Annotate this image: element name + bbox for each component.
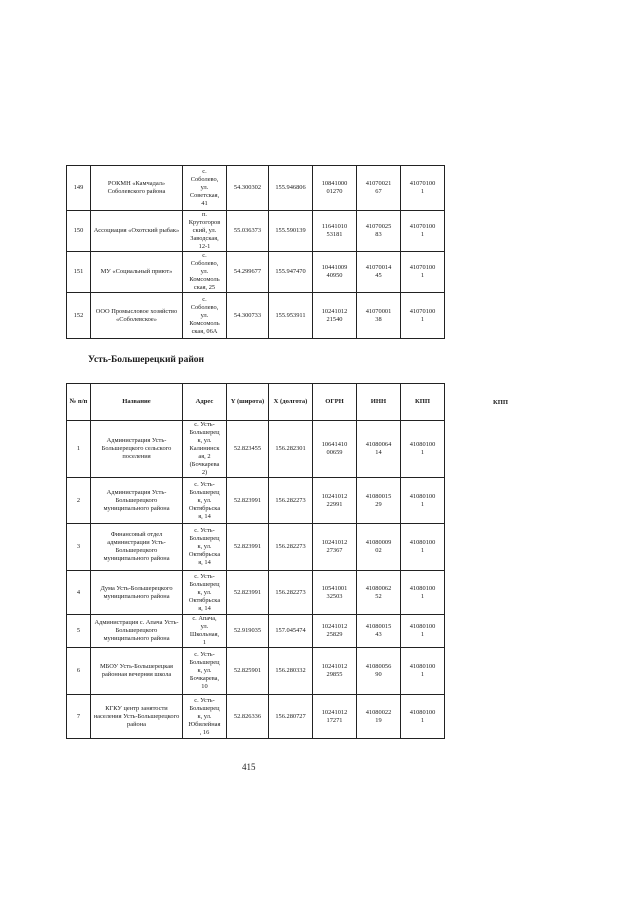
kpp: 41080100 1: [401, 478, 445, 524]
table-body: [67, 166, 445, 339]
ogrn: 10241012 22991: [313, 478, 357, 524]
row-number: 6: [67, 648, 91, 695]
inn: 41080009 02: [357, 524, 401, 571]
row-number: 151: [67, 252, 91, 293]
table-body: [67, 421, 445, 739]
latitude: 52.826336: [227, 695, 269, 739]
organizations-table-ust-bolsheretsk: [66, 383, 445, 739]
kpp: 41070100 1: [401, 252, 445, 293]
table-row: [67, 211, 445, 252]
table-row: [67, 571, 445, 615]
header-name: Название: [91, 384, 183, 421]
table-row: [67, 421, 445, 478]
table-row: [67, 293, 445, 339]
longitude: 155.953911: [269, 293, 313, 339]
longitude: 156.282273: [269, 478, 313, 524]
ogrn: 10241012 27367: [313, 524, 357, 571]
longitude: 156.280727: [269, 695, 313, 739]
inn: 41080022 19: [357, 695, 401, 739]
longitude: 155.946806: [269, 166, 313, 211]
row-number: 152: [67, 293, 91, 339]
kpp: 41080100 1: [401, 615, 445, 648]
header-longitude: X (долгота): [269, 384, 313, 421]
row-number: 4: [67, 571, 91, 615]
latitude: 52.823455: [227, 421, 269, 478]
ogrn: 10241012 29855: [313, 648, 357, 695]
table-row: [67, 478, 445, 524]
inn: 41080064 14: [357, 421, 401, 478]
table-row: [67, 695, 445, 739]
inn: 41080015 43: [357, 615, 401, 648]
header-ogrn: ОГРН: [313, 384, 357, 421]
kpp: 41070100 1: [401, 211, 445, 252]
latitude: 54.300302: [227, 166, 269, 211]
organization-name: МУ «Социальный приют»: [91, 252, 183, 293]
latitude: 54.300733: [227, 293, 269, 339]
table-row: [67, 166, 445, 211]
header-inn: ИНН: [357, 384, 401, 421]
address: с. Соболево, ул. Советская, 41: [183, 166, 227, 211]
row-number: 1: [67, 421, 91, 478]
section-title: Усть-Большерецкий район: [88, 355, 205, 365]
organization-name: Дума Усть-Большерецкого муниципального района: [91, 571, 183, 615]
inn: 41070021 67: [357, 166, 401, 211]
kpp: 41080100 1: [401, 695, 445, 739]
address: с. Соболево, ул. Комсомоль ская, 06А: [183, 293, 227, 339]
organization-name: Администрация с. Апача Усть-Большерецкого муниципального района: [91, 615, 183, 648]
kpp: 41080100 1: [401, 421, 445, 478]
ogrn: 10541001 32503: [313, 571, 357, 615]
ogrn: 10641410 00659: [313, 421, 357, 478]
kpp: 41070100 1: [401, 166, 445, 211]
table-row: [67, 615, 445, 648]
organizations-table-sobolevo: [66, 165, 445, 339]
longitude: 155.947470: [269, 252, 313, 293]
organization-name: КГКУ центр занятости населения Усть-Большерецкого района: [91, 695, 183, 739]
address: с. Усть- Большерец к, ул. Октябрьска я, 14: [183, 478, 227, 524]
row-number: 5: [67, 615, 91, 648]
organization-name: МБОУ Усть-Большерецкая районная вечерняя школа: [91, 648, 183, 695]
organization-name: Администрация Усть-Большерецкого сельского поселения: [91, 421, 183, 478]
longitude: 156.280332: [269, 648, 313, 695]
longitude: 155.590139: [269, 211, 313, 252]
row-number: 7: [67, 695, 91, 739]
address: с. Усть- Большерец к, ул. Калининск ая, 2 (Бочкарева 2): [183, 421, 227, 478]
latitude: 52.823991: [227, 571, 269, 615]
kpp: 41080100 1: [401, 571, 445, 615]
kpp: 41080100 1: [401, 648, 445, 695]
row-number: 149: [67, 166, 91, 211]
latitude: 52.919035: [227, 615, 269, 648]
kpp: 41070100 1: [401, 293, 445, 339]
ogrn: 10241012 17271: [313, 695, 357, 739]
latitude: 52.825901: [227, 648, 269, 695]
organization-name: Ассоциация «Охотский рыбак»: [91, 211, 183, 252]
row-number: 150: [67, 211, 91, 252]
kpp: 41080100 1: [401, 524, 445, 571]
header-kpp: КПП: [401, 384, 445, 421]
ogrn: 10241012 25829: [313, 615, 357, 648]
ogrn: 11641010 53181: [313, 211, 357, 252]
longitude: 157.045474: [269, 615, 313, 648]
inn: 41080056 90: [357, 648, 401, 695]
table-row: [67, 648, 445, 695]
address: с. Усть- Большерец к, ул. Октябрьска я, 14: [183, 571, 227, 615]
address: с. Соболево, ул. Комсомоль ская, 25: [183, 252, 227, 293]
address: п. Крутогоров ский, ул. Заводская, 12-1: [183, 211, 227, 252]
ogrn: 10441009 40950: [313, 252, 357, 293]
longitude: 156.282301: [269, 421, 313, 478]
row-number: 2: [67, 478, 91, 524]
organization-name: ООО Промысловое хозяйство «Соболевское»: [91, 293, 183, 339]
latitude: 54.299677: [227, 252, 269, 293]
address: с. Усть- Большерец к, ул. Юбилейная , 16: [183, 695, 227, 739]
table-row: [67, 252, 445, 293]
address: с. Усть- Большерец к, ул. Бочкарева, 10: [183, 648, 227, 695]
table-row: [67, 524, 445, 571]
longitude: 156.282273: [269, 524, 313, 571]
page-number: 415: [242, 762, 256, 772]
header-row: [67, 384, 445, 421]
organization-name: РОКМН «Камчадал» Соболевского района: [91, 166, 183, 211]
ogrn: 10241012 21540: [313, 293, 357, 339]
header-address: Адрес: [183, 384, 227, 421]
ogrn: 10841000 01270: [313, 166, 357, 211]
inn: 41070001 38: [357, 293, 401, 339]
inn: 41070014 45: [357, 252, 401, 293]
latitude: 55.036373: [227, 211, 269, 252]
longitude: 156.282273: [269, 571, 313, 615]
inn: 41080062 52: [357, 571, 401, 615]
organization-name: Администрация Усть-Большерецкого муниципального района: [91, 478, 183, 524]
latitude: 52.823991: [227, 478, 269, 524]
address: с. Усть- Большерец к, ул. Октябрьска я, 14: [183, 524, 227, 571]
organization-name: Финансовый отдел администрации Усть-Большерецкого муниципального района: [91, 524, 183, 571]
header-number: № п/п: [67, 384, 91, 421]
inn: 41070025 83: [357, 211, 401, 252]
stray-kpp-header: КПП: [493, 399, 509, 406]
header-latitude: Y (широта): [227, 384, 269, 421]
latitude: 52.823991: [227, 524, 269, 571]
address: с. Апача, ул. Школьная, 1: [183, 615, 227, 648]
row-number: 3: [67, 524, 91, 571]
inn: 41080015 29: [357, 478, 401, 524]
